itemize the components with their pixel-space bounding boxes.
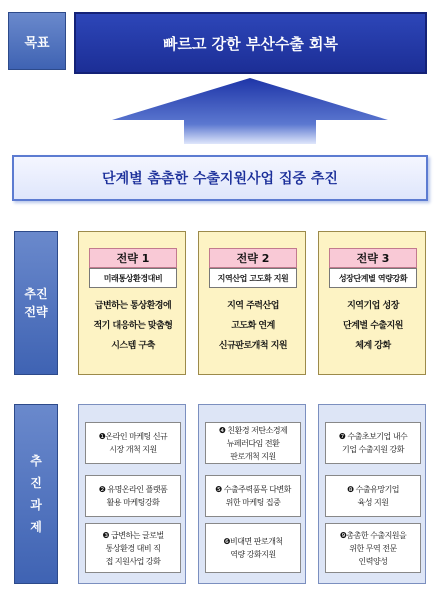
task-column-1: [78, 404, 186, 584]
strategy-card-3: [318, 231, 426, 375]
task-item: ❼ 수출초보기업 내수 기업 수출지원 강화: [325, 422, 421, 464]
strategy-description: 지역 주력산업 고도화 연계 신규판로개척 지원: [218, 301, 288, 351]
task-row-label: [14, 404, 58, 584]
task-item: ❷ 유명온라인 플랫폼 활용 마케팅강화: [85, 475, 181, 517]
strategy-title: 전략 2: [209, 248, 297, 268]
goal-box: 빠르고 강한 부산수출 회복: [74, 12, 427, 74]
strategy-subtitle: 지역산업 고도화 지원: [209, 268, 297, 288]
strategy-subtitle: 미래통상환경대비: [89, 268, 177, 288]
strategy-card-2: [198, 231, 306, 375]
up-arrow-icon: [110, 76, 390, 146]
task-label-char: 추: [30, 454, 42, 468]
strategy-description: 급변하는 통상환경에 적기 대응하는 맞춤형 시스템 구축: [93, 301, 173, 351]
strategy-description: 지역기업 성장 단계별 수출지원 체계 강화: [343, 301, 403, 351]
promotion-banner: 단계별 촘촘한 수출지원사업 집중 추진: [12, 155, 428, 201]
strategy-row-label: [14, 231, 58, 375]
strategy-title: 전략 1: [89, 248, 177, 268]
strategy-card-1: [78, 231, 186, 375]
task-item: ❶온라인 마케팅 신규 시장 개척 지원: [85, 422, 181, 464]
task-item: ❾촘촘한 수출지원을 위한 무역 전문 인력양성: [325, 523, 421, 573]
task-label-char: 진: [30, 476, 42, 490]
task-item: ❺ 수출주력품목 다변화 위한 마케팅 집중: [205, 475, 301, 517]
task-column-2: [198, 404, 306, 584]
task-label-char: 과: [30, 498, 42, 512]
task-item: ❹ 친환경 저탄소경제 뉴페러다임 전환 판로개척 지원: [205, 422, 301, 464]
task-item: ❻비대면 판로개척 역량 강화지원: [205, 523, 301, 573]
task-item: ❸ 급변하는 글로벌 통상환경 대비 직 접 지원사업 강화: [85, 523, 181, 573]
strategy-subtitle: 성장단계별 역량강화: [329, 268, 417, 288]
task-label-char: 제: [30, 520, 42, 534]
task-item: ❽ 수출유망기업 육성 지원: [325, 475, 421, 517]
task-column-3: [318, 404, 426, 584]
strategy-title: 전략 3: [329, 248, 417, 268]
goal-label: 목표: [8, 12, 66, 70]
strategy-row-label-text: 추진 전략: [24, 287, 48, 319]
